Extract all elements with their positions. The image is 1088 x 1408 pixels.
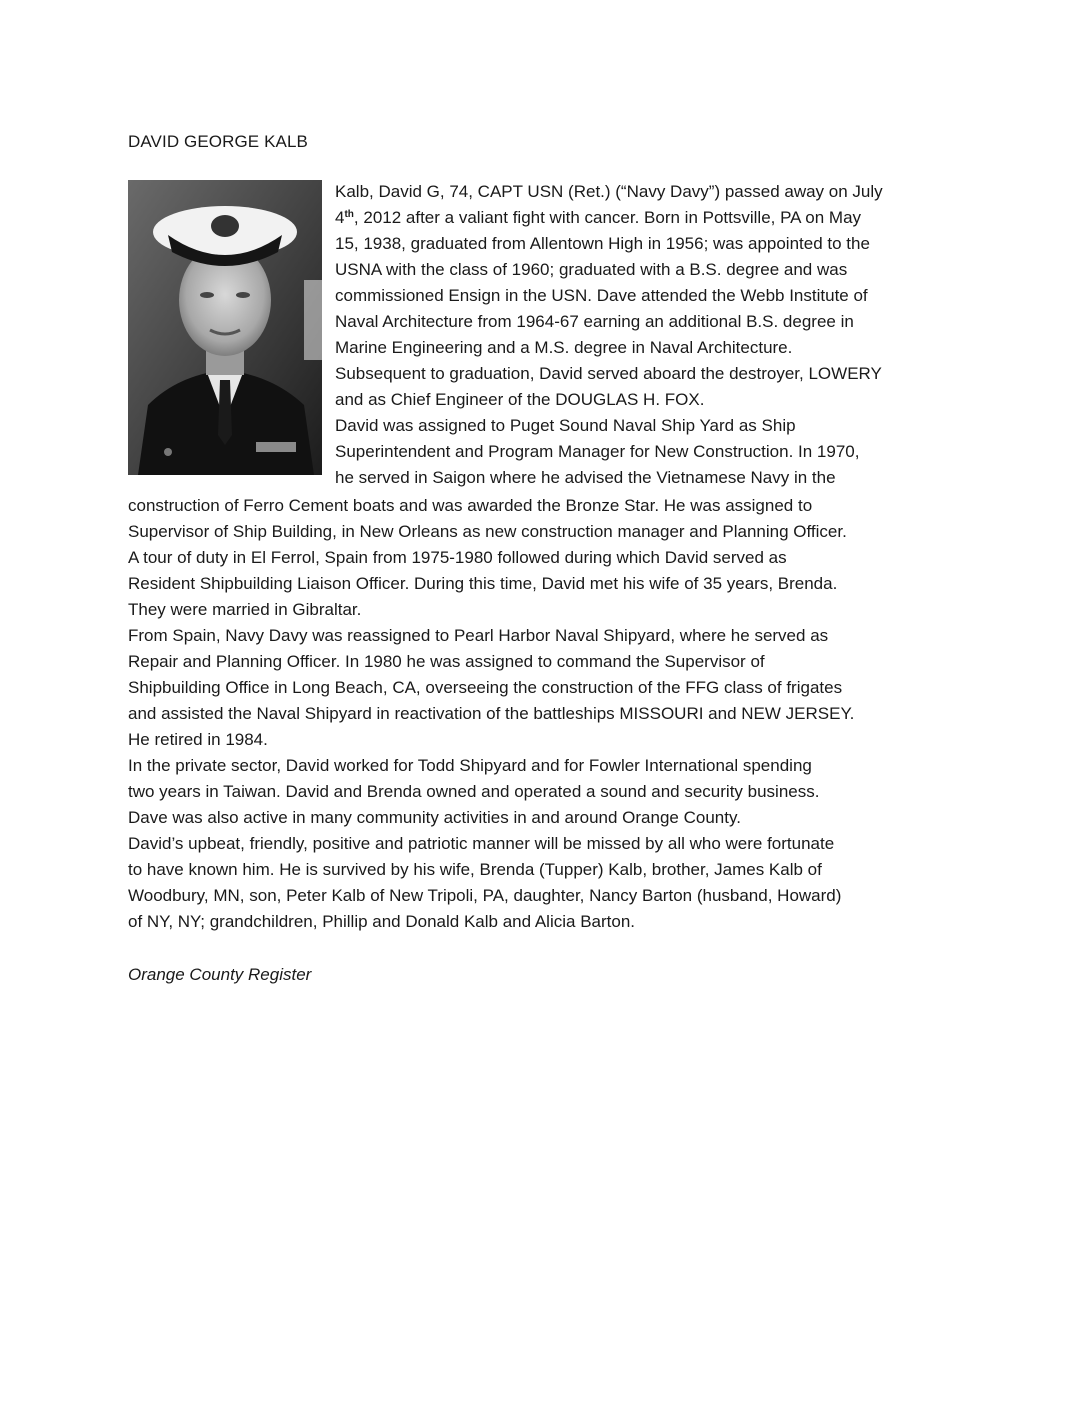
text-line: Supervisor of Ship Building, in New Orleans as new construction manager and Planning Officer.	[128, 522, 847, 541]
text-line: Resident Shipbuilding Liaison Officer. During this time, David met his wife of 35 years, Brenda.	[128, 574, 838, 593]
text-line-ordinal	[335, 205, 883, 231]
text-line: David’s upbeat, friendly, positive and patriotic manner will be missed by all who were fortunate	[128, 834, 835, 853]
source-credit: Orange County Register	[128, 965, 312, 984]
text-line: They were married in Gibraltar.	[128, 600, 362, 619]
obituary-wrapped-text	[335, 179, 883, 491]
text-line: to have known him. He is survived by his wife, Brenda (Tupper) Kalb, brother, James Kalb of	[128, 860, 822, 879]
text-line: Dave was also active in many community activities in and around Orange County.	[128, 808, 741, 827]
text-line: USNA with the class of 1960; graduated with a B.S. degree and was	[335, 260, 848, 279]
page-title: DAVID GEORGE KALB	[128, 132, 308, 151]
text-line: Shipbuilding Office in Long Beach, CA, overseeing the construction of the FFG class of frigates	[128, 678, 843, 697]
text-line: commissioned Ensign in the USN. Dave attended the Webb Institute of	[335, 286, 868, 305]
ordinal-number: 4	[335, 208, 345, 227]
text-line: Naval Architecture from 1964-67 earning an additional B.S. degree in	[335, 312, 854, 331]
text-line: and as Chief Engineer of the DOUGLAS H. FOX.	[335, 390, 705, 409]
text-line: Subsequent to graduation, David served aboard the destroyer, LOWERY	[335, 364, 882, 383]
ordinal-suffix: th	[344, 209, 354, 220]
text-line: A tour of duty in El Ferrol, Spain from 1975-1980 followed during which David served as	[128, 548, 787, 567]
text-line: 15, 1938, graduated from Allentown High in 1956; was appointed to the	[335, 234, 870, 253]
text-line: From Spain, Navy Davy was reassigned to Pearl Harbor Naval Shipyard, where he served as	[128, 626, 829, 645]
portrait-photo	[128, 180, 322, 475]
text-line: Kalb, David G, 74, CAPT USN (Ret.) (“Navy Davy”) passed away on July	[335, 182, 883, 201]
text-line: David was assigned to Puget Sound Naval Ship Yard as Ship	[335, 416, 796, 435]
text-line: Marine Engineering and a M.S. degree in Naval Architecture.	[335, 338, 793, 357]
obituary-body-text	[128, 493, 854, 935]
text-line: he served in Saigon where he advised the Vietnamese Navy in the	[335, 468, 836, 487]
ordinal-line-rest: , 2012 after a valiant fight with cancer. Born in Pottsville, PA on May	[353, 208, 862, 227]
text-line: two years in Taiwan. David and Brenda owned and operated a sound and security business.	[128, 782, 820, 801]
text-line: Repair and Planning Officer. In 1980 he was assigned to command the Supervisor of	[128, 652, 765, 671]
text-line: He retired in 1984.	[128, 730, 268, 749]
text-line: Superintendent and Program Manager for New Construction. In 1970,	[335, 442, 860, 461]
text-line: construction of Ferro Cement boats and was awarded the Bronze Star. He was assigned to	[128, 496, 813, 515]
text-line: Woodbury, MN, son, Peter Kalb of New Tripoli, PA, daughter, Nancy Barton (husband, Howard)	[128, 886, 842, 905]
text-line: In the private sector, David worked for Todd Shipyard and for Fowler International spending	[128, 756, 812, 775]
text-line: of NY, NY; grandchildren, Phillip and Donald Kalb and Alicia Barton.	[128, 912, 636, 931]
text-line: and assisted the Naval Shipyard in reactivation of the battleships MISSOURI and NEW JERSEY.	[128, 704, 855, 723]
